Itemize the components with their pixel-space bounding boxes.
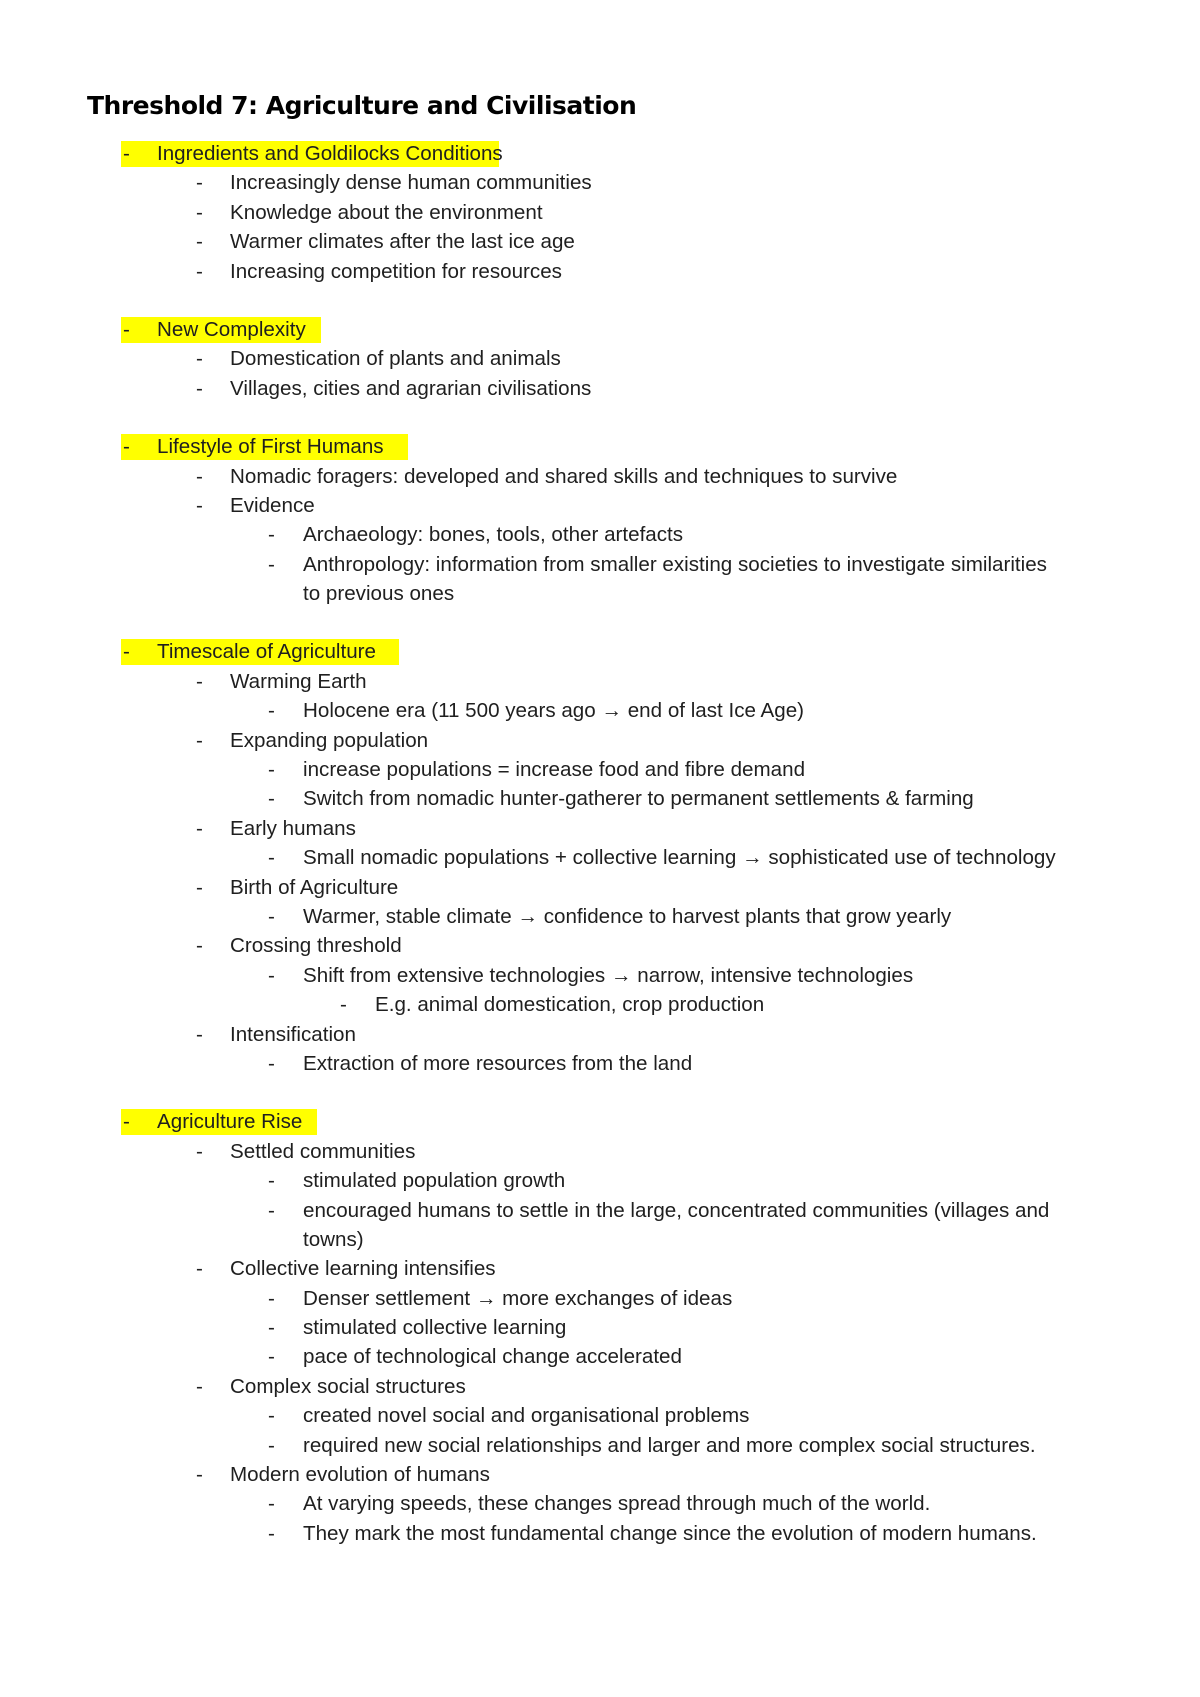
list-item — [0, 667, 1200, 696]
bullet-dash: - — [196, 347, 203, 371]
bullet-dash: - — [268, 1286, 275, 1310]
bullet-dash: - — [196, 1139, 203, 1163]
list-item — [0, 550, 1200, 579]
list-item — [0, 931, 1200, 960]
document-title: Threshold 7: Agriculture and Civilisation — [87, 91, 637, 120]
bullet-dash: - — [268, 758, 275, 782]
bullet-dash: - — [196, 1257, 203, 1281]
bullet-dash: - — [268, 1433, 275, 1457]
bullet-dash: - — [268, 1345, 275, 1369]
list-item-text: pace of technological change accelerated — [303, 1345, 682, 1369]
bullet-dash: - — [268, 699, 275, 723]
list-item-text: stimulated collective learning — [303, 1316, 567, 1340]
list-item-text: Villages, cities and agrarian civilisations — [230, 376, 592, 400]
list-item-text: to previous ones — [303, 582, 455, 606]
bullet-dash: - — [268, 1198, 275, 1222]
list-item — [0, 1372, 1200, 1401]
bullet-dash: - — [196, 171, 203, 195]
bullet-dash: - — [268, 963, 275, 987]
bullet-dash: - — [196, 464, 203, 488]
list-item — [0, 1519, 1200, 1548]
list-item — [0, 1489, 1200, 1518]
list-item — [0, 1254, 1200, 1283]
list-item — [0, 814, 1200, 843]
bullet-dash: - — [268, 1316, 275, 1340]
list-item — [0, 1401, 1200, 1430]
list-item-text: increase populations = increase food and fibre demand — [303, 758, 806, 782]
list-item — [0, 1137, 1200, 1166]
list-item-text: Expanding population — [230, 728, 429, 752]
list-item-text: Early humans — [230, 816, 356, 840]
list-item-text: Shift from extensive technologies → narrow, intensive technologies — [303, 963, 914, 987]
list-item — [0, 520, 1200, 549]
section-heading — [0, 432, 1200, 461]
list-item — [0, 168, 1200, 197]
list-item-text: Warmer, stable climate → confidence to harvest plants that grow yearly — [303, 904, 952, 928]
list-item — [0, 374, 1200, 403]
list-item — [0, 344, 1200, 373]
bullet-dash: - — [196, 875, 203, 899]
list-item-text: towns) — [303, 1227, 364, 1251]
section-spacer — [0, 1078, 1200, 1107]
bullet-dash: - — [196, 1463, 203, 1487]
list-item-text: required new social relationships and larger and more complex social structures. — [303, 1433, 1036, 1457]
list-item-text: stimulated population growth — [303, 1169, 566, 1193]
section-heading — [0, 315, 1200, 344]
bullet-dash: - — [196, 376, 203, 400]
list-item-text: Increasingly dense human communities — [230, 171, 592, 195]
section-heading-text: New Complexity — [157, 317, 306, 341]
bullet-dash: - — [196, 200, 203, 224]
list-item-text: Evidence — [230, 493, 315, 517]
bullet-dash: - — [268, 787, 275, 811]
bullet-dash: - — [268, 1492, 275, 1516]
list-item — [0, 198, 1200, 227]
list-item-text: Extraction of more resources from the land — [303, 1051, 693, 1075]
bullet-dash: - — [196, 230, 203, 254]
list-item — [0, 1284, 1200, 1313]
bullet-dash: - — [268, 1521, 275, 1545]
list-item-text: Nomadic foragers: developed and shared skills and techniques to survive — [230, 464, 898, 488]
list-item — [0, 696, 1200, 725]
list-item-continuation — [0, 579, 1200, 608]
list-item-text: Archaeology: bones, tools, other artefacts — [303, 523, 684, 547]
bullet-dash: - — [196, 816, 203, 840]
section-heading — [0, 139, 1200, 168]
section-heading — [0, 1107, 1200, 1136]
list-item-text: Warming Earth — [230, 669, 367, 693]
bullet-dash: - — [196, 1022, 203, 1046]
list-item-text: Intensification — [230, 1022, 356, 1046]
bullet-dash: - — [123, 1110, 130, 1134]
bullet-dash: - — [196, 1374, 203, 1398]
section-spacer — [0, 403, 1200, 432]
list-item — [0, 462, 1200, 491]
list-item — [0, 1020, 1200, 1049]
list-item — [0, 1431, 1200, 1460]
list-item-continuation — [0, 1225, 1200, 1254]
bullet-dash: - — [196, 728, 203, 752]
list-item — [0, 1342, 1200, 1371]
list-item-text: encouraged humans to settle in the large, concentrated communities (villages and — [303, 1198, 1050, 1222]
list-item-text: Knowledge about the environment — [230, 200, 543, 224]
list-item-text: Denser settlement → more exchanges of ideas — [303, 1286, 733, 1310]
section-heading — [0, 637, 1200, 666]
list-item-text: Increasing competition for resources — [230, 259, 562, 283]
list-item-text: Settled communities — [230, 1139, 416, 1163]
list-item — [0, 726, 1200, 755]
bullet-dash: - — [268, 1051, 275, 1075]
bullet-dash: - — [196, 493, 203, 517]
bullet-dash: - — [196, 669, 203, 693]
list-item-text: Small nomadic populations + collective learning → sophisticated use of technology — [303, 846, 1056, 870]
bullet-dash: - — [123, 317, 130, 341]
list-item-text: Domestication of plants and animals — [230, 347, 561, 371]
bullet-dash: - — [196, 934, 203, 958]
list-item — [0, 873, 1200, 902]
section-spacer — [0, 286, 1200, 315]
bullet-dash: - — [268, 846, 275, 870]
section-heading-text: Timescale of Agriculture — [157, 640, 376, 664]
list-item-text: At varying speeds, these changes spread through much of the world. — [303, 1492, 931, 1516]
bullet-dash: - — [196, 259, 203, 283]
list-item — [0, 491, 1200, 520]
bullet-dash: - — [268, 1404, 275, 1428]
section-heading-text: Lifestyle of First Humans — [157, 435, 384, 459]
list-item — [0, 1049, 1200, 1078]
list-item-text: Warmer climates after the last ice age — [230, 230, 575, 254]
list-item-text: Crossing threshold — [230, 934, 402, 958]
notes-body — [0, 139, 1200, 1548]
list-item — [0, 1313, 1200, 1342]
list-item-text: They mark the most fundamental change since the evolution of modern humans. — [303, 1521, 1037, 1545]
section-heading-text: Ingredients and Goldilocks Conditions — [157, 142, 503, 165]
list-item — [0, 227, 1200, 256]
list-item — [0, 990, 1200, 1019]
list-item-text: Switch from nomadic hunter-gatherer to permanent settlements & farming — [303, 787, 974, 811]
list-item-text: Modern evolution of humans — [230, 1463, 490, 1487]
list-item-text: Anthropology: information from smaller existing societies to investigate similarities — [303, 552, 1047, 576]
bullet-dash: - — [123, 142, 130, 165]
bullet-dash: - — [340, 993, 347, 1017]
list-item — [0, 843, 1200, 872]
bullet-dash: - — [268, 904, 275, 928]
list-item — [0, 257, 1200, 286]
list-item — [0, 1166, 1200, 1195]
list-item — [0, 1460, 1200, 1489]
list-item — [0, 755, 1200, 784]
bullet-dash: - — [268, 523, 275, 547]
list-item — [0, 784, 1200, 813]
section-spacer — [0, 608, 1200, 637]
list-item-text: Complex social structures — [230, 1374, 466, 1398]
section-heading-text: Agriculture Rise — [157, 1110, 303, 1134]
bullet-dash: - — [268, 552, 275, 576]
bullet-dash: - — [268, 1169, 275, 1193]
list-item — [0, 1196, 1200, 1225]
list-item-text: E.g. animal domestication, crop production — [375, 993, 765, 1017]
list-item-text: Holocene era (11 500 years ago → end of last Ice Age) — [303, 699, 805, 723]
list-item-text: Collective learning intensifies — [230, 1257, 496, 1281]
bullet-dash: - — [123, 435, 130, 459]
list-item — [0, 961, 1200, 990]
list-item-text: Birth of Agriculture — [230, 875, 399, 899]
bullet-dash: - — [123, 640, 130, 664]
list-item-text: created novel social and organisational problems — [303, 1404, 750, 1428]
list-item — [0, 902, 1200, 931]
